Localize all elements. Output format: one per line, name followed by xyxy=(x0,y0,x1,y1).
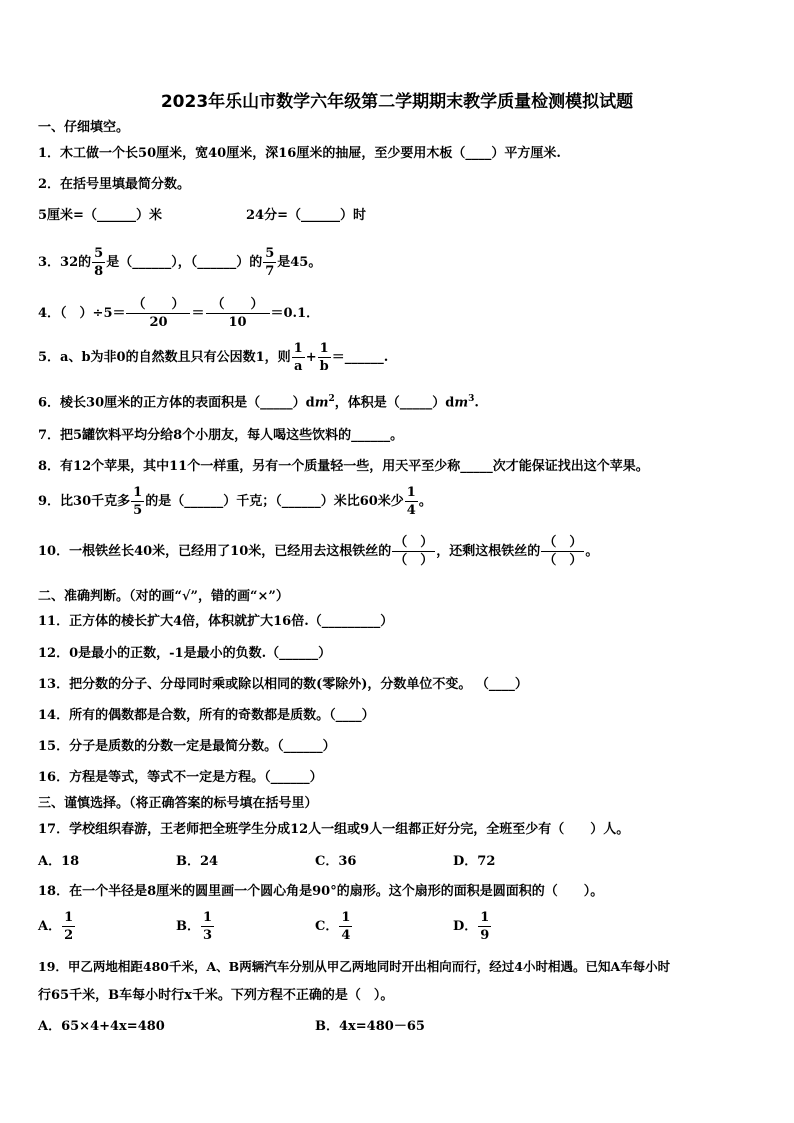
option-c: C． $\frac{1}{4}$ xyxy=(315,910,351,943)
question-5: 5．a、b为非0的自然数且只有公因数1，则 $\frac{1}{a}$ + $\frac{1}{b}$ ＝______. xyxy=(38,341,389,374)
question-15: 15．分子是质数的分数一定是最简分数。（______） xyxy=(38,739,336,754)
fraction: $\frac{1}{9}$ xyxy=(480,910,490,943)
question-4: 4．（ ）÷5＝ $\frac{( )}{20}$ ＝ $\frac{( )}{10}$ ＝0.1． xyxy=(38,297,320,330)
question-8: 8．有12个苹果，其中11个一样重，另有一个质量轻一些，用天平至少称_____次才能保证找出这个苹果。 xyxy=(38,459,649,474)
question-6: 6．棱长30厘米的正方体的表面积是$(\_\_\_\_\_)dm^2$，体积是$(\_\_\_\_\_)dm^3$. xyxy=(38,394,479,411)
option-c: C．36 xyxy=(315,854,357,869)
question-1: 1．木工做一个长50厘米，宽40厘米，深16厘米的抽屉，至少要用木板（____）平方厘米. xyxy=(38,146,561,161)
question-12: 12．0是最小的正数，-1是最小的负数.（______） xyxy=(38,646,332,661)
question-2b: 24分=（______）时 xyxy=(246,208,366,223)
fraction: $\frac{1}{2}$ xyxy=(64,910,74,943)
section-2-heading: 二、准确判断。（对的画“√”，错的画“×”） xyxy=(38,589,289,604)
page-title: 2023年乐山市数学六年级第二学期期末教学质量检测模拟试题 xyxy=(160,92,634,112)
section-1-heading: 一、仔细填空。 xyxy=(38,120,130,135)
option-d: D． $\frac{1}{9}$ xyxy=(453,910,490,943)
fraction: $\frac{( )}{20}$ xyxy=(126,297,190,330)
fraction: $\frac{( )}{( )}$ xyxy=(543,535,583,568)
fraction: $\frac{1}{4}$ xyxy=(406,485,416,518)
question-2: 2．在括号里填最简分数。 xyxy=(38,177,191,192)
question-11: 11．正方体的棱长扩大4倍，体积就扩大16倍.（_________） xyxy=(38,614,394,629)
question-19-line-1: 19．甲乙两地相距480千米，A、B两辆汽车分别从甲乙两地同时开出相向而行，经过4小时相遇。已知A车每小时 xyxy=(38,959,671,974)
fraction: $\frac{1}{4}$ xyxy=(341,910,351,943)
question-14: 14．所有的偶数都是合数，所有的奇数都是质数。（____） xyxy=(38,708,375,723)
option-b: B．4x=480－65 xyxy=(315,1019,425,1034)
fraction: $\frac{1}{5}$ xyxy=(133,485,143,518)
question-18: 18．在一个半径是8厘米的圆里画一个圆心角是90°的扇形。这个扇形的面积是圆面积的（ ）。 xyxy=(38,884,604,899)
option-d: D．72 xyxy=(453,854,496,869)
fraction: $\frac{( )}{( )}$ xyxy=(394,535,434,568)
option-b: B． $\frac{1}{3}$ xyxy=(176,910,213,943)
question-2a: 5厘米=（______）米 xyxy=(38,208,162,223)
question-9: 9．比30千克多 $\frac{1}{5}$ 的是（______）千克；（______）米比60米少 $\frac{1}{4}$ 。 xyxy=(38,485,432,518)
option-a: A．65×4+4x=480 xyxy=(38,1019,165,1034)
fraction: $\frac{1}{a}$ xyxy=(293,341,303,374)
question-17: 17．学校组织春游，王老师把全班学生分成12人一组或9人一组都正好分完，全班至少有（ ）人。 xyxy=(38,822,630,837)
fraction: $\frac{( )}{10}$ xyxy=(206,297,270,330)
fraction: $\frac{5}{8}$ xyxy=(94,246,104,279)
question-13: 13．把分数的分子、分母同时乘或除以相同的数(零除外)，分数单位不变。 （____） xyxy=(38,677,528,692)
question-3: 3．32的 $\frac{5}{8}$ 是（______），（______）的 $\frac{5}{7}$ 是45。 xyxy=(38,246,322,279)
option-a: A．18 xyxy=(38,854,80,869)
fraction: $\frac{1}{b}$ xyxy=(319,341,329,374)
question-10: 10．一根铁丝长40米，已经用了10米，已经用去这根铁丝的 $\frac{( )}{( )}$ ，还剩这根铁丝的 $\frac{( )}{( )}$ 。 xyxy=(38,535,599,568)
question-19-line-2: 行65千米，B车每小时行x千米。下列方程不正确的是（ ）。 xyxy=(38,988,394,1003)
fraction: $\frac{1}{3}$ xyxy=(203,910,213,943)
option-a: A． $\frac{1}{2}$ xyxy=(38,910,74,943)
question-16: 16．方程是等式，等式不一定是方程。（______） xyxy=(38,770,323,785)
question-7: 7．把5罐饮料平均分给8个小朋友，每人喝这些饮料的______。 xyxy=(38,428,404,443)
section-3-heading: 三、谨慎选择。（将正确答案的标号填在括号里） xyxy=(38,796,318,811)
fraction: $\frac{5}{7}$ xyxy=(265,246,275,279)
option-b: B．24 xyxy=(176,854,219,869)
